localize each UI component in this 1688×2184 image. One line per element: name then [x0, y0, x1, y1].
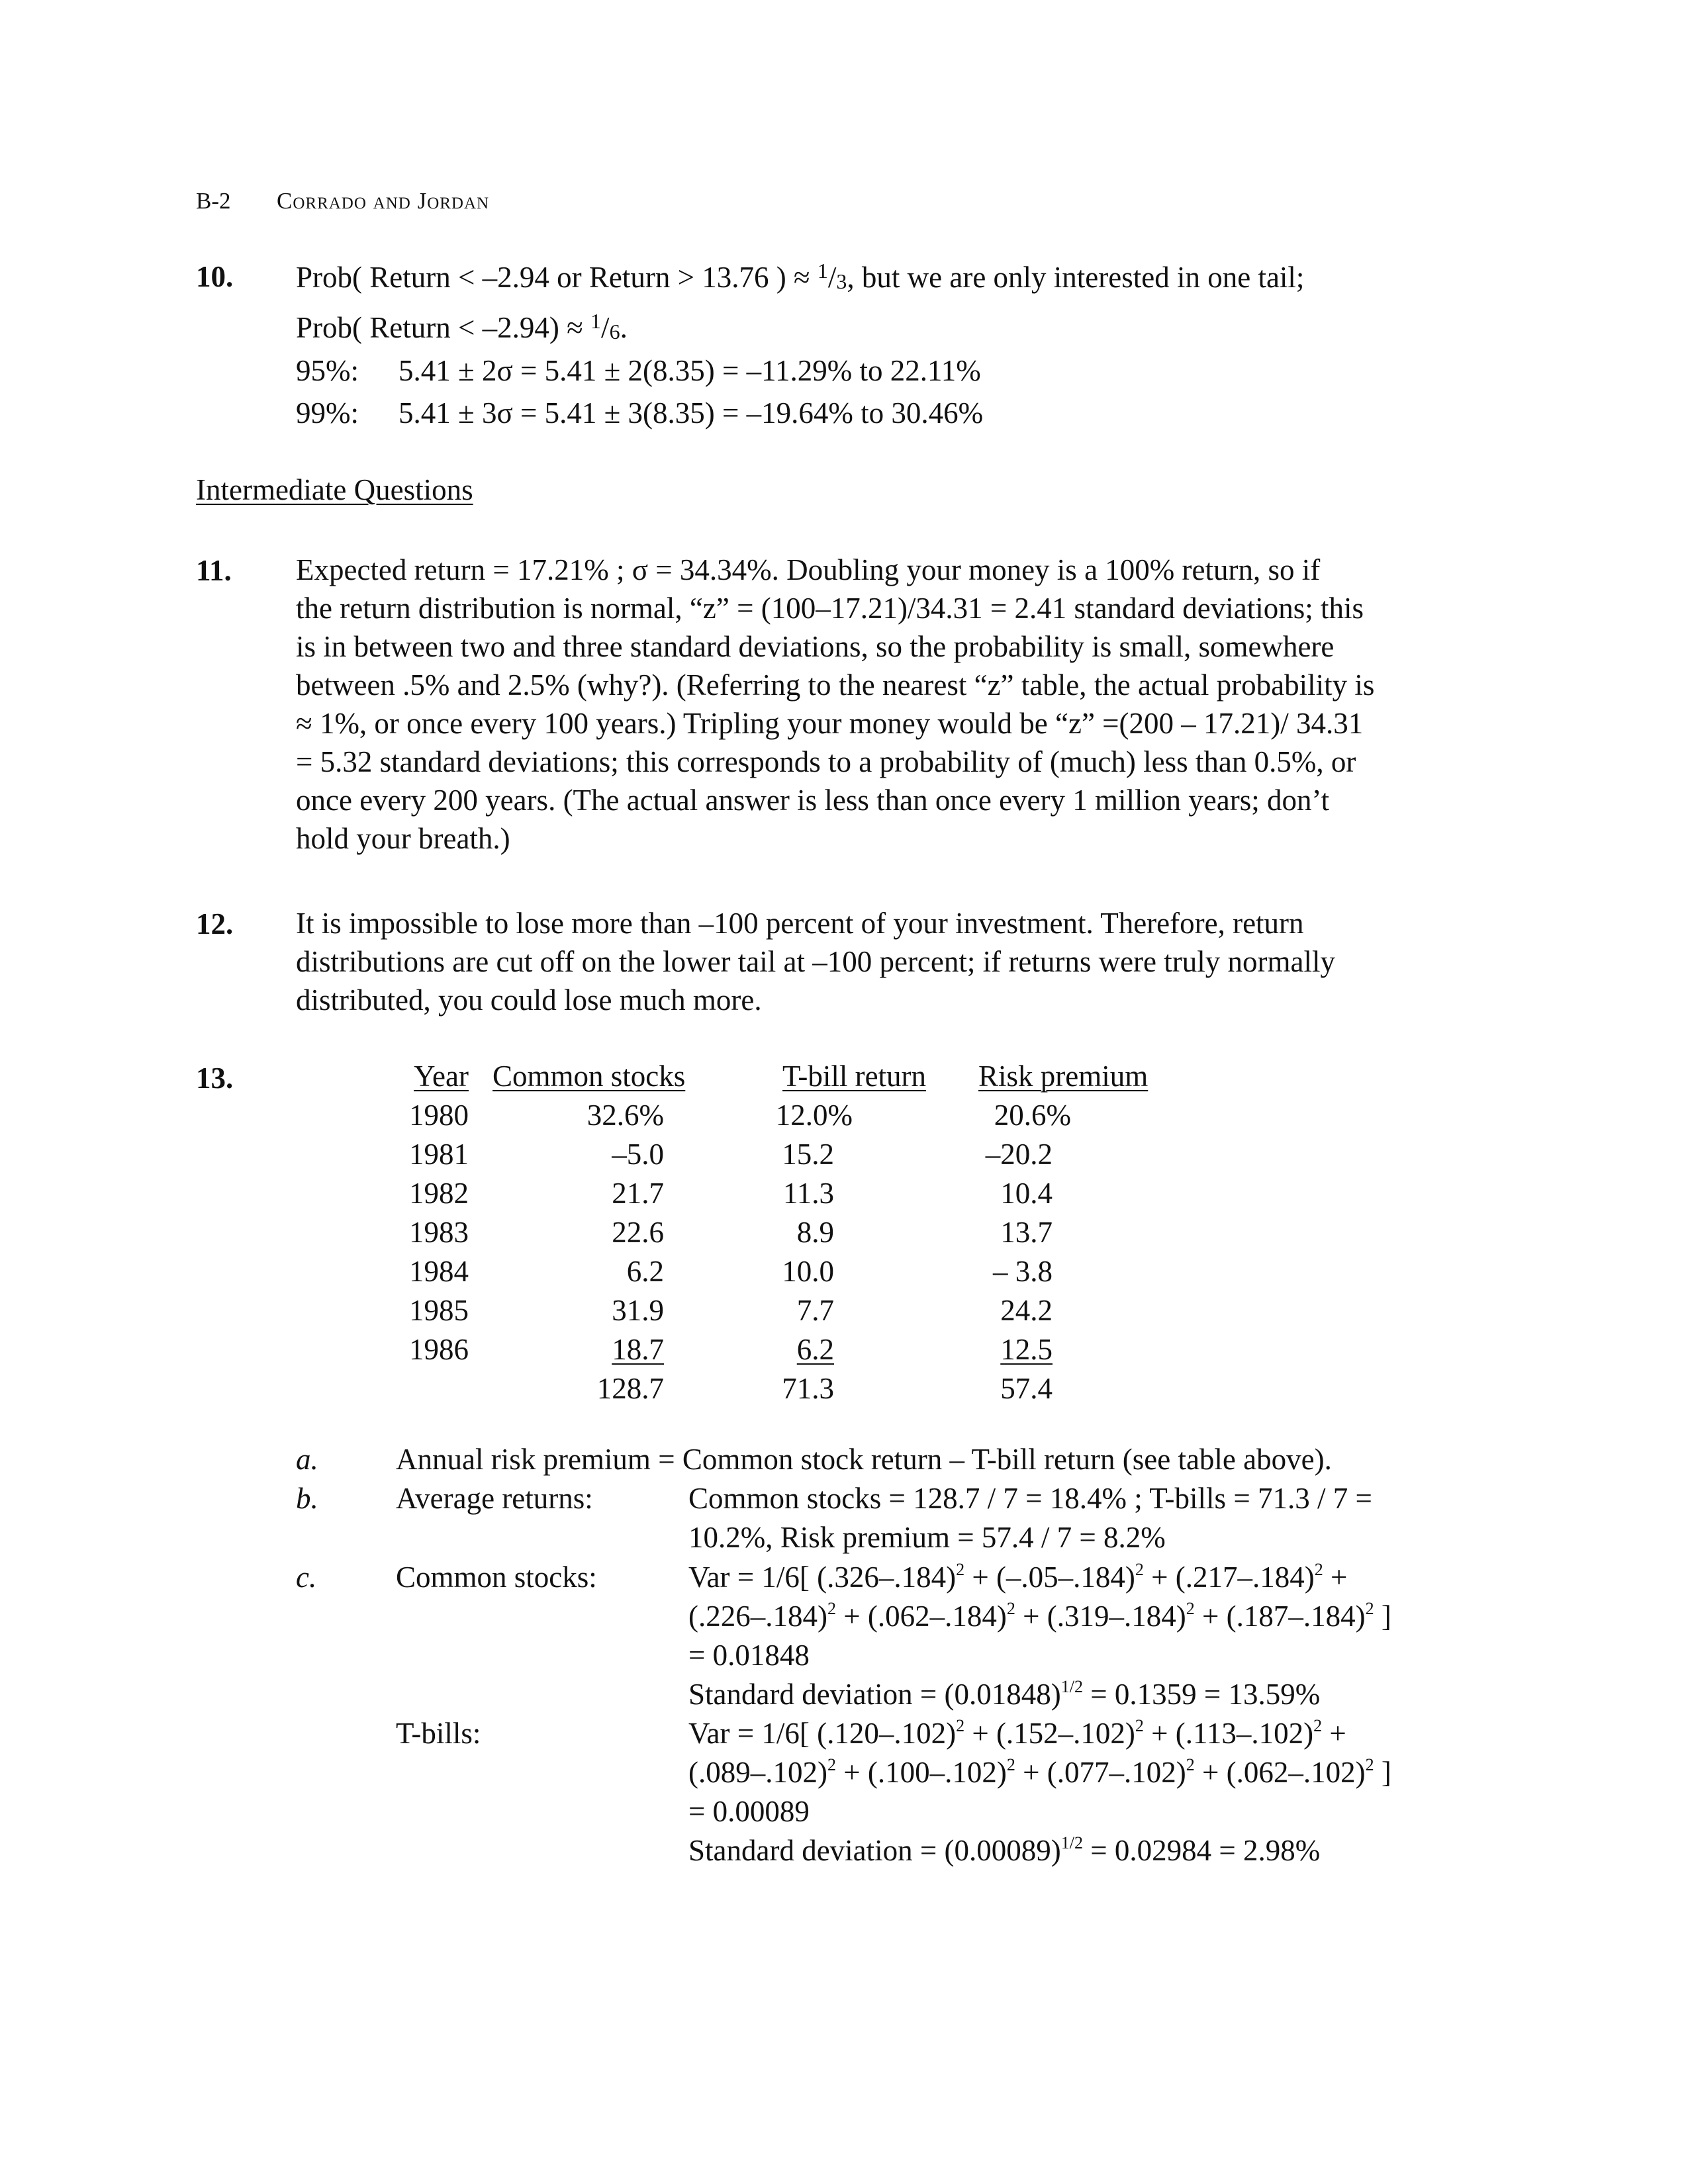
question-11-number: 11.	[196, 554, 232, 587]
q10-99-label: 99%:	[296, 396, 359, 430]
common-stocks-header: Common stocks	[492, 1060, 686, 1093]
common-stocks-cell: 6.2	[626, 1255, 664, 1288]
risk-premium-header: Risk premium	[978, 1060, 1149, 1093]
part-a-letter: a.	[296, 1443, 318, 1476]
q12-line: distributions are cut off on the lower tail at –100 percent; if returns were truly normally	[296, 945, 1335, 978]
tbill-total: 71.3	[782, 1372, 834, 1405]
q11-line: = 5.32 standard deviations; this corresponds to a probability of (much) less than 0.5%, or	[296, 745, 1356, 778]
year-cell: 1986	[409, 1333, 469, 1366]
common-stocks-cell: 31.9	[612, 1294, 664, 1327]
q11-line: is in between two and three standard deviations, so the probability is small, somewhere	[296, 630, 1335, 663]
stocks-standard-deviation: Standard deviation = $(0.01848)^{1/2} = 0.1359 = 13.59\%$	[688, 1677, 1321, 1711]
tbill-cell: 15.2	[782, 1138, 834, 1171]
q11-line: Expected return = 17.21% ; σ = 34.34%. Doubling your money is a 100% return, so if	[296, 553, 1321, 586]
q10-95-label: 95%:	[296, 354, 359, 387]
part-c-tbills-label: T-bills:	[396, 1717, 481, 1750]
year-cell: 1985	[409, 1294, 469, 1327]
q12-line: It is impossible to lose more than –100 percent of your investment. Therefore, return	[296, 907, 1304, 940]
tbill-cell: 7.7	[796, 1294, 834, 1327]
year-cell: 1983	[409, 1216, 469, 1249]
part-c-stocks-label: Common stocks:	[396, 1561, 597, 1594]
part-b-line-2: 10.2%, Risk premium = 57.4 / 7 = 8.2%	[688, 1521, 1166, 1554]
common-stocks-column	[543, 1096, 664, 1408]
q12-line: distributed, you could lose much more.	[296, 983, 762, 1017]
part-a-text: Annual risk premium = Common stock return – T-bill return (see table above).	[396, 1443, 1332, 1476]
question-13-number: 13.	[196, 1062, 234, 1095]
running-title: Corrado and Jordan	[277, 188, 490, 214]
common-stocks-cell: 21.7	[612, 1177, 664, 1210]
stocks-variance-result: = 0.01848	[688, 1639, 810, 1672]
tbill-cell: 6.2	[796, 1333, 834, 1366]
risk-premium-column	[978, 1096, 1071, 1408]
year-cell: 1982	[409, 1177, 469, 1210]
question-12-number: 12.	[196, 907, 234, 940]
year-cell: 1981	[409, 1138, 469, 1171]
common-stocks-cell: 22.6	[612, 1216, 664, 1249]
risk-premium-total: 57.4	[1000, 1372, 1053, 1405]
part-c-letter: c.	[296, 1561, 317, 1594]
q10-95-expression: 5.41 ± 2σ = 5.41 ± 2(8.35) = –11.29% to 22.11%	[399, 354, 981, 387]
page-label: B-2	[196, 188, 231, 214]
part-b-letter: b.	[296, 1482, 318, 1515]
tbill-cell: 11.3	[782, 1177, 834, 1210]
q10-line-2: Prob( Return < $-2.94) \approx ^1/_6$.	[296, 309, 628, 344]
tbill-column	[773, 1096, 853, 1408]
risk-premium-cell: 24.2	[1000, 1294, 1053, 1327]
risk-premium-cell: 12.5	[1000, 1333, 1053, 1366]
risk-premium-cell: – 3.8	[993, 1255, 1053, 1288]
q10-99-expression: 5.41 ± 3σ = 5.41 ± 3(8.35) = –19.64% to 30.46%	[399, 396, 984, 430]
q11-line: between .5% and 2.5% (why?). (Referring to the nearest “z” table, the actual probability is	[296, 668, 1375, 702]
risk-premium-cell: 10.4	[1000, 1177, 1053, 1210]
tbill-cell: 12.0%	[775, 1099, 853, 1132]
q10-line-1: Prob( Return < –2.94 or Return > 13.76 ) ≈ $^1/_3$, but we are only interested in one tail;	[296, 259, 1305, 294]
common-stocks-total: 128.7	[596, 1372, 664, 1405]
q11-line: the return distribution is normal, “z” = (100–17.21)/34.31 = 2.41 standard deviations; this	[296, 592, 1364, 625]
section-heading-intermediate: Intermediate Questions	[196, 473, 473, 506]
q12-paragraph	[296, 904, 1335, 1019]
common-stocks-cell: –5.0	[612, 1138, 664, 1171]
risk-premium-cell: 20.6%	[994, 1099, 1071, 1132]
tbills-variance-result: = 0.00089	[688, 1795, 810, 1828]
tbill-cell: 8.9	[796, 1216, 834, 1249]
question-10-number: 10.	[196, 260, 234, 293]
tbill-header: T-bill return	[782, 1060, 927, 1093]
year-column	[396, 1057, 469, 1369]
part-b-label: Average returns:	[396, 1482, 593, 1515]
year-cell: 1984	[409, 1255, 469, 1288]
risk-premium-cell: –20.2	[985, 1138, 1053, 1171]
stocks-variance-line-1: Var = 1/6[ $(.326-.184)^2 + (-.05-.184)^2 + (.217-.184)^2$ +	[688, 1560, 1348, 1594]
tbills-variance-line-2: $(.089-.102)^2 + (.100-.102)^2 + (.077-.102)^2 + (.062-.102)^2$ ]	[688, 1755, 1391, 1789]
year-header: Year	[414, 1060, 469, 1093]
common-stocks-cell: 32.6%	[586, 1099, 664, 1132]
q11-line: ≈ 1%, or once every 100 years.) Tripling your money would be “z” =(200 – 17.21)/ 34.31	[296, 707, 1364, 740]
part-b-line-1: Common stocks = 128.7 / 7 = 18.4% ; T-bills = 71.3 / 7 =	[688, 1482, 1372, 1515]
q11-line: once every 200 years. (The actual answer is less than once every 1 million years; don’t	[296, 784, 1330, 817]
year-cell: 1980	[409, 1099, 469, 1132]
common-stocks-cell: 18.7	[612, 1333, 664, 1366]
q11-paragraph	[296, 551, 1374, 858]
risk-premium-cell: 13.7	[1000, 1216, 1053, 1249]
tbill-cell: 10.0	[782, 1255, 834, 1288]
q11-line: hold your breath.)	[296, 822, 510, 855]
tbills-variance-line-1: Var = 1/6[ $(.120-.102)^2 + (.152-.102)^2 + (.113-.102)^2$ +	[688, 1716, 1346, 1750]
stocks-variance-line-2: $(.226-.184)^2 + (.062-.184)^2 + (.319-.184)^2 + (.187-.184)^2$ ]	[688, 1599, 1391, 1633]
tbills-standard-deviation: Standard deviation = $(0.00089)^{1/2} = 0.02984 = 2.98\%$	[688, 1833, 1321, 1867]
